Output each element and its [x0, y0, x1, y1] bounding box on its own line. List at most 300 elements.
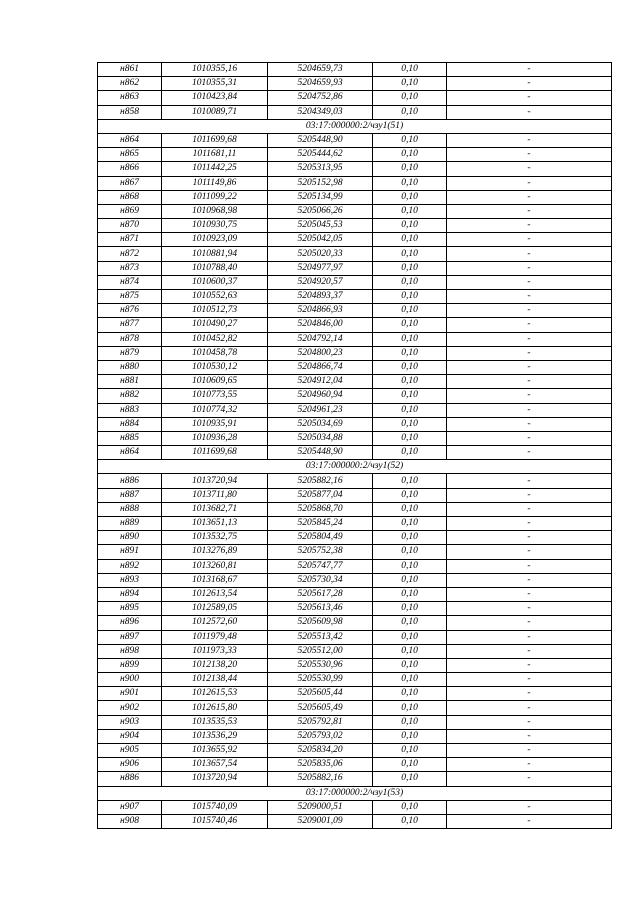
note-cell: - [447, 148, 612, 162]
point-id-cell: н886 [98, 772, 162, 786]
x-coordinate-cell: 1013168,67 [162, 573, 268, 587]
x-coordinate-cell: 1013655,92 [162, 744, 268, 758]
table-row [98, 800, 612, 814]
table-row [98, 814, 612, 828]
point-id-cell: н908 [98, 814, 162, 828]
accuracy-cell: 0,10 [373, 559, 447, 573]
y-coordinate-cell: 5205513,42 [268, 630, 373, 644]
y-coordinate-cell: 5205804,49 [268, 531, 373, 545]
x-coordinate-cell: 1011979,48 [162, 630, 268, 644]
note-cell: - [447, 517, 612, 531]
x-coordinate-cell: 1010552,63 [162, 290, 268, 304]
point-id-cell: н889 [98, 517, 162, 531]
table-row [98, 304, 612, 318]
table-row [98, 360, 612, 374]
y-coordinate-cell: 5204659,93 [268, 77, 373, 91]
y-coordinate-cell: 5209001,09 [268, 814, 373, 828]
accuracy-cell: 0,10 [373, 63, 447, 77]
note-cell: - [447, 658, 612, 672]
y-coordinate-cell: 5205034,69 [268, 417, 373, 431]
coordinates-table-body [98, 63, 612, 829]
point-id-cell: н883 [98, 403, 162, 417]
table-row [98, 673, 612, 687]
accuracy-cell: 0,10 [373, 403, 447, 417]
section-label: 03:17:000000:2/чзу1(53) [98, 786, 612, 800]
y-coordinate-cell: 5205152,98 [268, 176, 373, 190]
x-coordinate-cell: 1010355,31 [162, 77, 268, 91]
x-coordinate-cell: 1013532,75 [162, 531, 268, 545]
table-row [98, 261, 612, 275]
note-cell: - [447, 687, 612, 701]
y-coordinate-cell: 5205066,26 [268, 204, 373, 218]
x-coordinate-cell: 1010935,91 [162, 417, 268, 431]
y-coordinate-cell: 5205835,06 [268, 758, 373, 772]
point-id-cell: н895 [98, 602, 162, 616]
table-row [98, 403, 612, 417]
point-id-cell: н875 [98, 290, 162, 304]
accuracy-cell: 0,10 [373, 644, 447, 658]
table-row [98, 729, 612, 743]
table-row [98, 204, 612, 218]
accuracy-cell: 0,10 [373, 814, 447, 828]
point-id-cell: н873 [98, 261, 162, 275]
y-coordinate-cell: 5205448,90 [268, 133, 373, 147]
accuracy-cell: 0,10 [373, 715, 447, 729]
y-coordinate-cell: 5209000,51 [268, 800, 373, 814]
accuracy-cell: 0,10 [373, 360, 447, 374]
x-coordinate-cell: 1013711,80 [162, 488, 268, 502]
section-label: 03:17:000000:2/чзу1(51) [98, 119, 612, 133]
note-cell: - [447, 360, 612, 374]
note-cell: - [447, 77, 612, 91]
table-row [98, 275, 612, 289]
x-coordinate-cell: 1012615,53 [162, 687, 268, 701]
y-coordinate-cell: 5205793,02 [268, 729, 373, 743]
y-coordinate-cell: 5205605,44 [268, 687, 373, 701]
x-coordinate-cell: 1010423,84 [162, 91, 268, 105]
point-id-cell: н884 [98, 417, 162, 431]
y-coordinate-cell: 5205845,24 [268, 517, 373, 531]
x-coordinate-cell: 1013720,94 [162, 772, 268, 786]
note-cell: - [447, 375, 612, 389]
section-label: 03:17:000000:2/чзу1(52) [98, 460, 612, 474]
x-coordinate-cell: 1010355,16 [162, 63, 268, 77]
table-row [98, 488, 612, 502]
note-cell: - [447, 744, 612, 758]
y-coordinate-cell: 5205530,99 [268, 673, 373, 687]
note-cell: - [447, 800, 612, 814]
table-row [98, 318, 612, 332]
note-cell: - [447, 417, 612, 431]
point-id-cell: н896 [98, 616, 162, 630]
note-cell: - [447, 133, 612, 147]
table-row [98, 105, 612, 119]
point-id-cell: н868 [98, 190, 162, 204]
x-coordinate-cell: 1012615,80 [162, 701, 268, 715]
table-row [98, 772, 612, 786]
accuracy-cell: 0,10 [373, 375, 447, 389]
accuracy-cell: 0,10 [373, 658, 447, 672]
table-row [98, 602, 612, 616]
x-coordinate-cell: 1010490,27 [162, 318, 268, 332]
table-row [98, 545, 612, 559]
point-id-cell: н880 [98, 360, 162, 374]
x-coordinate-cell: 1010930,75 [162, 219, 268, 233]
accuracy-cell: 0,10 [373, 133, 447, 147]
x-coordinate-cell: 1012589,05 [162, 602, 268, 616]
point-id-cell: н902 [98, 701, 162, 715]
point-id-cell: н862 [98, 77, 162, 91]
y-coordinate-cell: 5205042,05 [268, 233, 373, 247]
table-row [98, 630, 612, 644]
y-coordinate-cell: 5204349,03 [268, 105, 373, 119]
accuracy-cell: 0,10 [373, 332, 447, 346]
x-coordinate-cell: 1013260,81 [162, 559, 268, 573]
point-id-cell: н864 [98, 446, 162, 460]
point-id-cell: н872 [98, 247, 162, 261]
point-id-cell: н894 [98, 587, 162, 601]
x-coordinate-cell: 1013535,53 [162, 715, 268, 729]
note-cell: - [447, 758, 612, 772]
y-coordinate-cell: 5205609,98 [268, 616, 373, 630]
note-cell: - [447, 318, 612, 332]
table-row [98, 616, 612, 630]
accuracy-cell: 0,10 [373, 616, 447, 630]
point-id-cell: н888 [98, 502, 162, 516]
accuracy-cell: 0,10 [373, 91, 447, 105]
accuracy-cell: 0,10 [373, 602, 447, 616]
note-cell: - [447, 446, 612, 460]
table-row [98, 176, 612, 190]
point-id-cell: н871 [98, 233, 162, 247]
accuracy-cell: 0,10 [373, 744, 447, 758]
y-coordinate-cell: 5205752,38 [268, 545, 373, 559]
x-coordinate-cell: 1015740,46 [162, 814, 268, 828]
point-id-cell: н898 [98, 644, 162, 658]
note-cell: - [447, 233, 612, 247]
y-coordinate-cell: 5204866,74 [268, 360, 373, 374]
coordinates-table [97, 62, 612, 829]
point-id-cell: н864 [98, 133, 162, 147]
y-coordinate-cell: 5204920,57 [268, 275, 373, 289]
x-coordinate-cell: 1013720,94 [162, 474, 268, 488]
section-row [98, 786, 612, 800]
table-row [98, 431, 612, 445]
note-cell: - [447, 63, 612, 77]
x-coordinate-cell: 1011442,25 [162, 162, 268, 176]
point-id-cell: н867 [98, 176, 162, 190]
accuracy-cell: 0,10 [373, 474, 447, 488]
note-cell: - [447, 701, 612, 715]
table-row [98, 247, 612, 261]
table-row [98, 644, 612, 658]
note-cell: - [447, 176, 612, 190]
y-coordinate-cell: 5205882,16 [268, 772, 373, 786]
y-coordinate-cell: 5204893,37 [268, 290, 373, 304]
table-row [98, 446, 612, 460]
note-cell: - [447, 431, 612, 445]
point-id-cell: н876 [98, 304, 162, 318]
accuracy-cell: 0,10 [373, 77, 447, 91]
note-cell: - [447, 559, 612, 573]
accuracy-cell: 0,10 [373, 587, 447, 601]
table-row [98, 517, 612, 531]
note-cell: - [447, 105, 612, 119]
note-cell: - [447, 644, 612, 658]
note-cell: - [447, 616, 612, 630]
y-coordinate-cell: 5204846,00 [268, 318, 373, 332]
y-coordinate-cell: 5204800,23 [268, 346, 373, 360]
table-row [98, 758, 612, 772]
point-id-cell: н861 [98, 63, 162, 77]
note-cell: - [447, 602, 612, 616]
table-row [98, 290, 612, 304]
table-row [98, 332, 612, 346]
y-coordinate-cell: 5205882,16 [268, 474, 373, 488]
x-coordinate-cell: 1010512,73 [162, 304, 268, 318]
point-id-cell: н903 [98, 715, 162, 729]
y-coordinate-cell: 5204866,93 [268, 304, 373, 318]
y-coordinate-cell: 5205613,46 [268, 602, 373, 616]
y-coordinate-cell: 5205617,28 [268, 587, 373, 601]
y-coordinate-cell: 5205512,00 [268, 644, 373, 658]
x-coordinate-cell: 1011149,86 [162, 176, 268, 190]
accuracy-cell: 0,10 [373, 502, 447, 516]
x-coordinate-cell: 1011681,11 [162, 148, 268, 162]
x-coordinate-cell: 1010530,12 [162, 360, 268, 374]
note-cell: - [447, 673, 612, 687]
x-coordinate-cell: 1013536,29 [162, 729, 268, 743]
note-cell: - [447, 531, 612, 545]
y-coordinate-cell: 5205313,95 [268, 162, 373, 176]
y-coordinate-cell: 5205045,53 [268, 219, 373, 233]
y-coordinate-cell: 5204792,14 [268, 332, 373, 346]
x-coordinate-cell: 1013682,71 [162, 502, 268, 516]
accuracy-cell: 0,10 [373, 573, 447, 587]
point-id-cell: н887 [98, 488, 162, 502]
y-coordinate-cell: 5205448,90 [268, 446, 373, 460]
accuracy-cell: 0,10 [373, 800, 447, 814]
note-cell: - [447, 488, 612, 502]
point-id-cell: н893 [98, 573, 162, 587]
table-row [98, 219, 612, 233]
accuracy-cell: 0,10 [373, 105, 447, 119]
x-coordinate-cell: 1012613,54 [162, 587, 268, 601]
x-coordinate-cell: 1010600,37 [162, 275, 268, 289]
table-row [98, 658, 612, 672]
note-cell: - [447, 190, 612, 204]
table-row [98, 531, 612, 545]
x-coordinate-cell: 1012572,60 [162, 616, 268, 630]
point-id-cell: н897 [98, 630, 162, 644]
note-cell: - [447, 474, 612, 488]
y-coordinate-cell: 5205530,96 [268, 658, 373, 672]
point-id-cell: н892 [98, 559, 162, 573]
accuracy-cell: 0,10 [373, 701, 447, 715]
accuracy-cell: 0,10 [373, 729, 447, 743]
point-id-cell: н891 [98, 545, 162, 559]
x-coordinate-cell: 1010968,98 [162, 204, 268, 218]
y-coordinate-cell: 5205134,99 [268, 190, 373, 204]
y-coordinate-cell: 5205792,81 [268, 715, 373, 729]
table-row [98, 573, 612, 587]
accuracy-cell: 0,10 [373, 304, 447, 318]
point-id-cell: н870 [98, 219, 162, 233]
note-cell: - [447, 91, 612, 105]
point-id-cell: н899 [98, 658, 162, 672]
accuracy-cell: 0,10 [373, 687, 447, 701]
y-coordinate-cell: 5204752,86 [268, 91, 373, 105]
point-id-cell: н907 [98, 800, 162, 814]
table-row [98, 417, 612, 431]
table-row [98, 701, 612, 715]
point-id-cell: н869 [98, 204, 162, 218]
note-cell: - [447, 304, 612, 318]
note-cell: - [447, 346, 612, 360]
accuracy-cell: 0,10 [373, 446, 447, 460]
table-row [98, 133, 612, 147]
note-cell: - [447, 630, 612, 644]
point-id-cell: н858 [98, 105, 162, 119]
table-row [98, 715, 612, 729]
x-coordinate-cell: 1010089,71 [162, 105, 268, 119]
note-cell: - [447, 772, 612, 786]
x-coordinate-cell: 1010452,82 [162, 332, 268, 346]
point-id-cell: н863 [98, 91, 162, 105]
note-cell: - [447, 545, 612, 559]
note-cell: - [447, 814, 612, 828]
table-row [98, 502, 612, 516]
point-id-cell: н900 [98, 673, 162, 687]
x-coordinate-cell: 1011699,68 [162, 446, 268, 460]
point-id-cell: н890 [98, 531, 162, 545]
y-coordinate-cell: 5204961,23 [268, 403, 373, 417]
point-id-cell: н882 [98, 389, 162, 403]
table-row [98, 587, 612, 601]
accuracy-cell: 0,10 [373, 758, 447, 772]
y-coordinate-cell: 5205834,20 [268, 744, 373, 758]
accuracy-cell: 0,10 [373, 247, 447, 261]
note-cell: - [447, 403, 612, 417]
accuracy-cell: 0,10 [373, 488, 447, 502]
x-coordinate-cell: 1011099,22 [162, 190, 268, 204]
point-id-cell: н901 [98, 687, 162, 701]
y-coordinate-cell: 5205605,49 [268, 701, 373, 715]
table-row [98, 162, 612, 176]
y-coordinate-cell: 5205868,70 [268, 502, 373, 516]
note-cell: - [447, 587, 612, 601]
point-id-cell: н881 [98, 375, 162, 389]
point-id-cell: н877 [98, 318, 162, 332]
x-coordinate-cell: 1010881,94 [162, 247, 268, 261]
accuracy-cell: 0,10 [373, 630, 447, 644]
y-coordinate-cell: 5204977,97 [268, 261, 373, 275]
table-row [98, 744, 612, 758]
x-coordinate-cell: 1010773,55 [162, 389, 268, 403]
table-row [98, 375, 612, 389]
note-cell: - [447, 729, 612, 743]
x-coordinate-cell: 1013651,13 [162, 517, 268, 531]
accuracy-cell: 0,10 [373, 318, 447, 332]
x-coordinate-cell: 1013657,54 [162, 758, 268, 772]
accuracy-cell: 0,10 [373, 233, 447, 247]
y-coordinate-cell: 5205034,88 [268, 431, 373, 445]
table-row [98, 63, 612, 77]
accuracy-cell: 0,10 [373, 275, 447, 289]
note-cell: - [447, 389, 612, 403]
point-id-cell: н874 [98, 275, 162, 289]
section-row [98, 119, 612, 133]
x-coordinate-cell: 1011699,68 [162, 133, 268, 147]
note-cell: - [447, 247, 612, 261]
accuracy-cell: 0,10 [373, 346, 447, 360]
table-row [98, 474, 612, 488]
accuracy-cell: 0,10 [373, 162, 447, 176]
point-id-cell: н905 [98, 744, 162, 758]
x-coordinate-cell: 1010923,09 [162, 233, 268, 247]
note-cell: - [447, 204, 612, 218]
table-row [98, 389, 612, 403]
note-cell: - [447, 715, 612, 729]
x-coordinate-cell: 1011973,33 [162, 644, 268, 658]
y-coordinate-cell: 5204912,04 [268, 375, 373, 389]
accuracy-cell: 0,10 [373, 190, 447, 204]
accuracy-cell: 0,10 [373, 772, 447, 786]
accuracy-cell: 0,10 [373, 148, 447, 162]
accuracy-cell: 0,10 [373, 389, 447, 403]
table-row [98, 190, 612, 204]
y-coordinate-cell: 5204960,94 [268, 389, 373, 403]
x-coordinate-cell: 1010788,40 [162, 261, 268, 275]
accuracy-cell: 0,10 [373, 545, 447, 559]
x-coordinate-cell: 1010936,28 [162, 431, 268, 445]
table-row [98, 148, 612, 162]
note-cell: - [447, 275, 612, 289]
accuracy-cell: 0,10 [373, 673, 447, 687]
y-coordinate-cell: 5205877,04 [268, 488, 373, 502]
accuracy-cell: 0,10 [373, 176, 447, 190]
y-coordinate-cell: 5205444,62 [268, 148, 373, 162]
table-row [98, 77, 612, 91]
note-cell: - [447, 573, 612, 587]
x-coordinate-cell: 1012138,20 [162, 658, 268, 672]
point-id-cell: н865 [98, 148, 162, 162]
note-cell: - [447, 502, 612, 516]
accuracy-cell: 0,10 [373, 261, 447, 275]
table-row [98, 687, 612, 701]
note-cell: - [447, 261, 612, 275]
accuracy-cell: 0,10 [373, 531, 447, 545]
point-id-cell: н904 [98, 729, 162, 743]
point-id-cell: н879 [98, 346, 162, 360]
x-coordinate-cell: 1015740,09 [162, 800, 268, 814]
note-cell: - [447, 290, 612, 304]
y-coordinate-cell: 5204659,73 [268, 63, 373, 77]
point-id-cell: н906 [98, 758, 162, 772]
x-coordinate-cell: 1012138,44 [162, 673, 268, 687]
accuracy-cell: 0,10 [373, 431, 447, 445]
y-coordinate-cell: 5205020,33 [268, 247, 373, 261]
x-coordinate-cell: 1013276,89 [162, 545, 268, 559]
x-coordinate-cell: 1010609,65 [162, 375, 268, 389]
y-coordinate-cell: 5205747,77 [268, 559, 373, 573]
table-row [98, 559, 612, 573]
accuracy-cell: 0,10 [373, 517, 447, 531]
x-coordinate-cell: 1010774,32 [162, 403, 268, 417]
table-row [98, 91, 612, 105]
point-id-cell: н878 [98, 332, 162, 346]
accuracy-cell: 0,10 [373, 204, 447, 218]
